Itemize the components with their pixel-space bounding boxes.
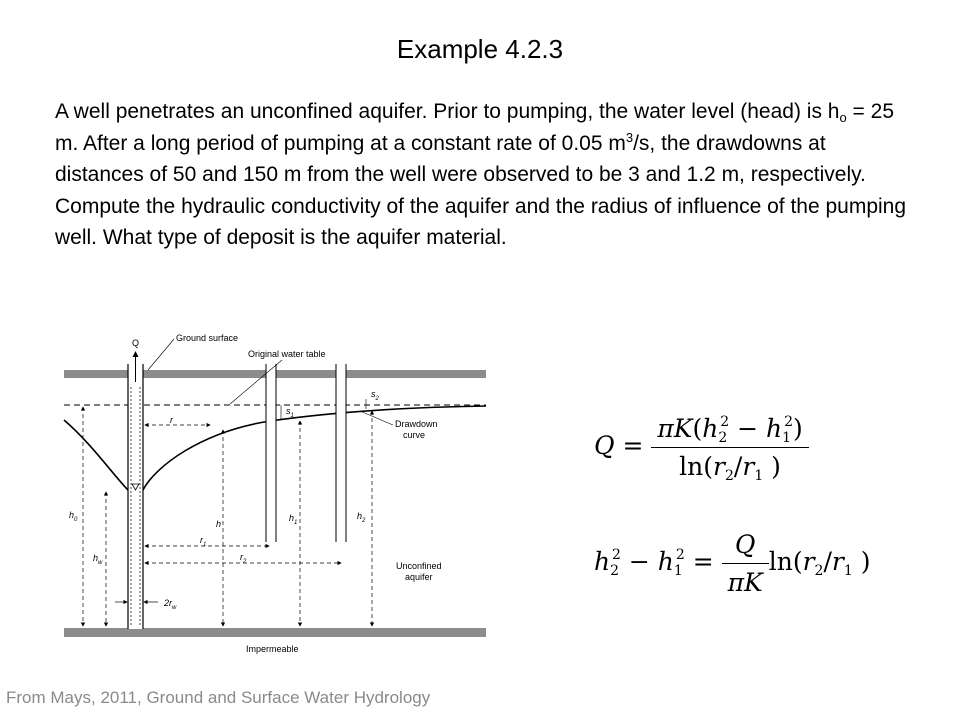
equation-discharge-fraction: $\frac{\pi K(h_2^2 - h_1^2)}{\ln(r_2/r_1 )}$ — [651, 414, 808, 481]
problem-text-3: /s, the drawdowns at distances of 50 and 150 m from the well were observed to be 3 and 1.2 m, respectively. Compute the hydraulic conductivity of the aquifer and the radius of influence of the pumping well. What type of deposit is the aquifer material. — [55, 131, 907, 249]
unconfined-aquifer-label-1: Unconfined — [396, 561, 442, 571]
slide-title: Example 4.2.3 — [396, 34, 564, 64]
q-label: Q — [132, 338, 140, 348]
problem-text-1: A well penetrates an unconfined aquifer. Prior to pumping, the water level (head) is h — [55, 100, 840, 123]
problem-subscript-o: o — [839, 110, 847, 125]
h0-label: $h_0$ — [69, 510, 78, 523]
r2-label: $r_2$ — [240, 552, 247, 565]
equation-discharge: Q = $\frac{\pi K(h_2^2 - h_1^2)}{\ln(r_2/r_1 )}$ — [594, 414, 809, 481]
r1-label: $r_1$ — [200, 535, 207, 548]
problem-statement — [55, 96, 915, 254]
source-citation: From Mays, 2011, Ground and Surface Water Hydrology — [6, 688, 431, 707]
observation-well-2 — [336, 364, 346, 542]
drawdown-leader — [360, 411, 393, 425]
s2-label: $s_2$ — [371, 389, 379, 402]
h-label: h — [216, 519, 222, 529]
drawdown-curve-label-2: curve — [403, 430, 426, 440]
well-diagram — [60, 327, 490, 657]
impermeable-base — [64, 628, 486, 637]
s1-label: $s_1$ — [286, 406, 294, 419]
problem-superscript-3: 3 — [625, 129, 634, 145]
hw-label: $h_w$ — [93, 553, 103, 566]
ground-surface-leader — [148, 339, 174, 370]
drawdown-curve-label-1: Drawdown — [395, 419, 438, 429]
r-label: r — [170, 415, 173, 425]
impermeable-label: Impermeable — [246, 644, 299, 654]
problem-text-2: = 25 m. After a long period of pumping at a constant rate of 0.05 m — [55, 100, 894, 155]
rw-label: $2r_w$ — [164, 598, 177, 611]
observation-well-1 — [266, 364, 276, 542]
pumping-well — [128, 364, 143, 629]
original-water-table-label: Original water table — [248, 349, 326, 359]
unconfined-aquifer-label-2: aquifer — [405, 572, 433, 582]
ground-surface-label: Ground surface — [176, 333, 239, 343]
equation-head-difference: $h_2^2 - h_1^2$ = $\frac{Q}{\pi K}$ $\ln(r_2/r_1$ ) — [594, 530, 871, 597]
equation-head-fraction: $\frac{Q}{\pi K}$ — [722, 530, 769, 597]
h1-label: $h_1$ — [289, 513, 298, 526]
h2-label: $h_2$ — [357, 511, 366, 524]
